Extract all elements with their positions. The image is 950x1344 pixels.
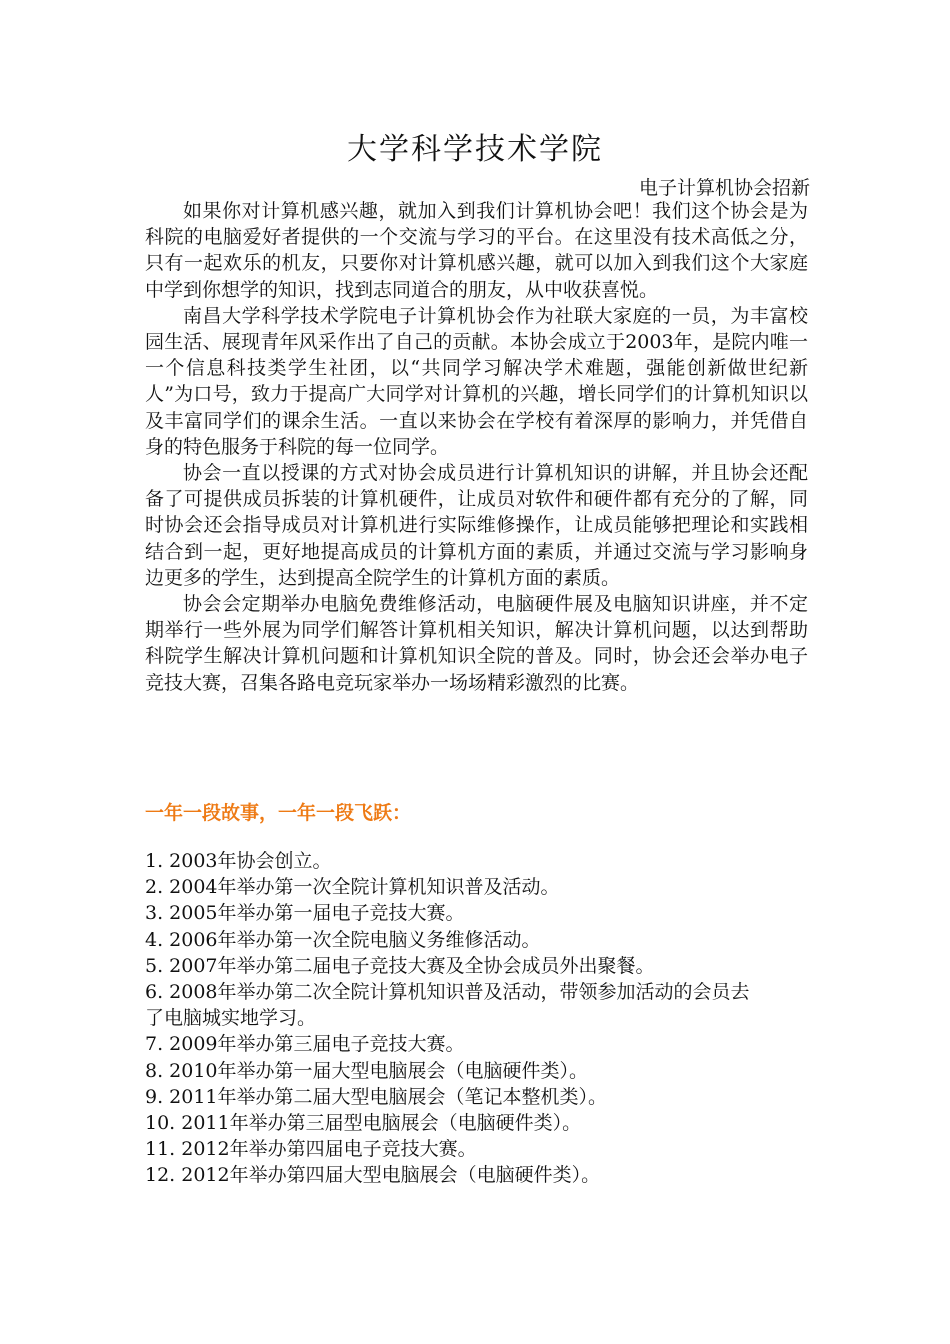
milestones-list — [145, 848, 765, 1189]
milestone-item: 5. 2007年举办第二届电子竞技大赛及全协会成员外出聚餐。 — [145, 954, 655, 977]
document-subtitle: 电子计算机协会招新 — [638, 177, 810, 199]
milestone-item: 4. 2006年举办第一次全院电脑义务维修活动。 — [145, 928, 541, 951]
milestone-item: 2. 2004年举办第一次全院计算机知识普及活动。 — [145, 876, 560, 899]
paragraph: 南昌大学科学技术学院电子计算机协会作为社联大家庭的一员，为丰富校园生活、展现青年风采作出了自己的贡献。本协会成立于2003年，是院内唯一一个信息科技类学生社团，以“共同学习解决学术难题，强能创新做世纪新人”为口号，致力于提高广大同学对计算机的兴趣，增长同学们的计算机知识以及丰富同学们的课余生活。一直以来协会在学校有着深厚的影响力，并凭借自身的特色服务于科院的每一位同学。 — [145, 304, 808, 458]
milestone-item: 8. 2010年举办第一届大型电脑展会（电脑硬件类）。 — [145, 1059, 589, 1082]
milestone-item: 12. 2012年举办第四届大型电脑展会（电脑硬件类）。 — [145, 1164, 601, 1187]
milestone-item: 9. 2011年举办第二届大型电脑展会（笔记本整机类）。 — [145, 1085, 608, 1108]
paragraph: 协会会定期举办电脑免费维修活动，电脑硬件展及电脑知识讲座，并不定期举行一些外展为同学们解答计算机相关知识，解决计算机问题，以达到帮助科院学生解决计算机问题和计算机知识全院的普及。同时，协会还会举办电子竞技大赛，召集各路电竞玩家举办一场场精彩激烈的比赛。 — [145, 593, 808, 694]
milestone-item: 6. 2008年举办第二次全院计算机知识普及活动，带领参加活动的会员去了电脑城实地学习。 — [145, 981, 750, 1030]
document-title: 大学科学技术学院 — [347, 132, 603, 167]
milestone-item: 7. 2009年举办第三届电子竞技大赛。 — [145, 1033, 465, 1056]
paragraph: 协会一直以授课的方式对协会成员进行计算机知识的讲解，并且协会还配备了可提供成员拆装的计算机硬件，让成员对软件和硬件都有充分的了解，同时协会还会指导成员对计算机进行实际维修操作，让成员能够把理论和实践相结合到一起，更好地提高成员的计算机方面的素质，并通过交流与学习影响身边更多的学生，达到提高全院学生的计算机方面的素质。 — [145, 462, 808, 589]
paragraph: 如果你对计算机感兴趣，就加入到我们计算机协会吧！我们这个协会是为科院的电脑爱好者提供的一个交流与学习的平台。在这里没有技术高低之分，只有一起欢乐的机友，只要你对计算机感兴趣，就可以加入到我们这个大家庭中学到你想学的知识，找到志同道合的朋友，从中收获喜悦。 — [145, 200, 808, 301]
milestone-item: 10. 2011年举办第三届型电脑展会（电脑硬件类）。 — [145, 1112, 582, 1135]
milestone-item: 11. 2012年举办第四届电子竞技大赛。 — [145, 1138, 477, 1161]
milestones-heading: 一年一段故事，一年一段飞跃： — [145, 802, 412, 824]
intro-body — [145, 198, 808, 696]
milestone-item: 1. 2003年协会创立。 — [145, 850, 332, 872]
milestone-item: 3. 2005年举办第一届电子竞技大赛。 — [145, 902, 465, 925]
